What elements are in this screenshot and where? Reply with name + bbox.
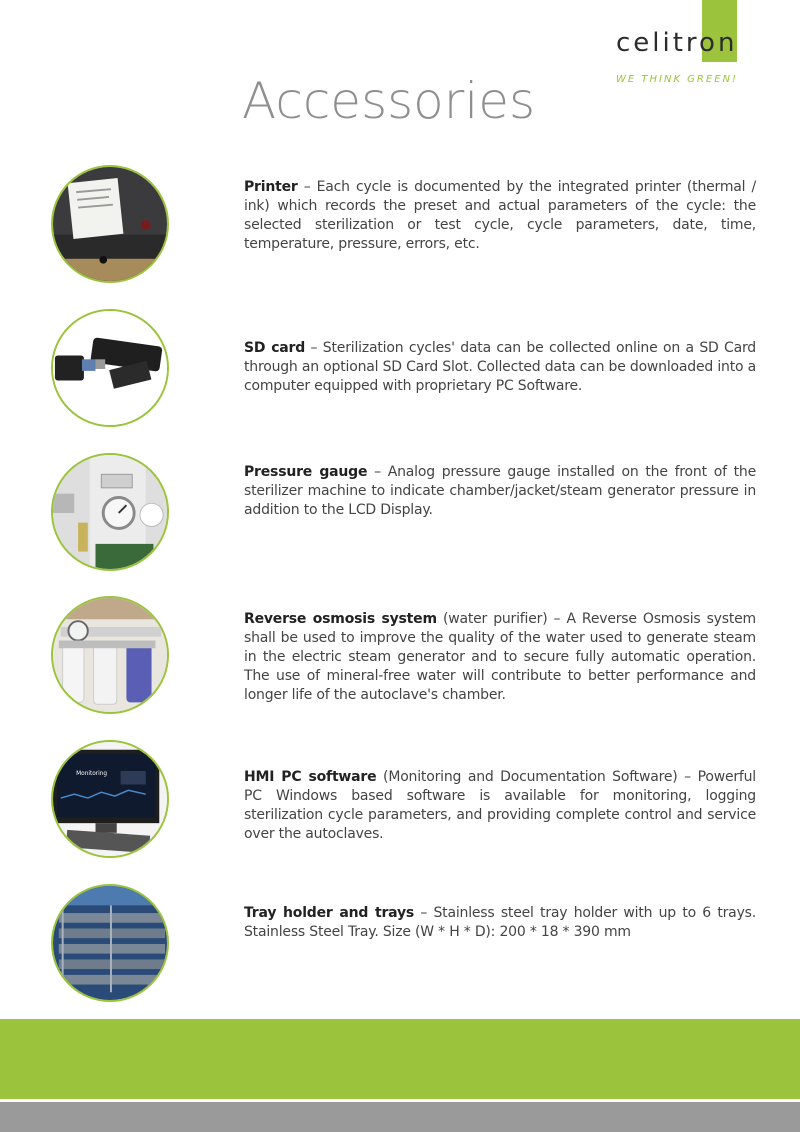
accessory-description: – Analog pressure gauge installed on the front of the sterilizer machine to indicate chamber/jacket/steam generator pressure in addition to the LCD Display. (244, 464, 756, 518)
accessory-description: – Each cycle is documented by the integrated printer (thermal / ink) which records the preset and actual parameters of the cycle: the selected sterilization or test cycle, cycle parameters, date, time, temperature, pressure, errors, etc. (244, 179, 756, 252)
logo-tagline: WE THINK GREEN! (616, 74, 739, 85)
accessory-heading: HMI PC software (244, 769, 377, 785)
pressure-gauge-photo-icon (51, 453, 169, 571)
page-title: Accessories (242, 72, 536, 130)
tray-holder-photo-icon (51, 884, 169, 1002)
accessory-description: (Monitoring and Documentation Software) – Powerful PC Windows based software is available for monitoring, logging sterilization cycle parameters, and providing complete control and service over the autoclaves. (244, 769, 756, 842)
accessory-heading: Reverse osmosis system (244, 611, 437, 627)
accessory-description: – Stainless steel tray holder with up to 6 trays. Stainless Steel Tray. Size (W * H * D): 200 * 18 * 390 mm (244, 905, 756, 940)
accessory-description: – Sterilization cycles' data can be collected online on a SD Card through an optional SD Card Slot. Collected data can be downloaded into a computer equipped with proprietary PC Software. (244, 340, 756, 394)
accessory-text (244, 768, 756, 844)
printer-photo-icon (51, 165, 169, 283)
monitor-software-photo-icon (51, 740, 169, 858)
svg-text:Monitoring: Monitoring (76, 770, 108, 777)
brand-logo (610, 0, 770, 90)
accessory-text (244, 904, 756, 942)
footer-gray-band (0, 1102, 800, 1132)
sd-card-reader-photo-icon (51, 309, 169, 427)
reverse-osmosis-photo-icon (51, 596, 169, 714)
accessory-description: (water purifier) – A Reverse Osmosis system shall be used to improve the quality of the water used to generate steam in the electric steam generator and to secure fully automatic operation. The use of mineral-free water will contribute to better performance and longer life of the autoclave's chamber. (244, 611, 756, 703)
accessory-text (244, 463, 756, 520)
accessory-text (244, 178, 756, 254)
accessory-heading: Pressure gauge (244, 464, 368, 480)
accessory-heading: SD card (244, 340, 306, 356)
accessory-text (244, 610, 756, 705)
footer-green-band (0, 1019, 800, 1099)
accessory-text (244, 339, 756, 396)
logo-wordmark: celitron (616, 28, 738, 58)
accessory-heading: Tray holder and trays (244, 905, 415, 921)
accessory-heading: Printer (244, 179, 298, 195)
